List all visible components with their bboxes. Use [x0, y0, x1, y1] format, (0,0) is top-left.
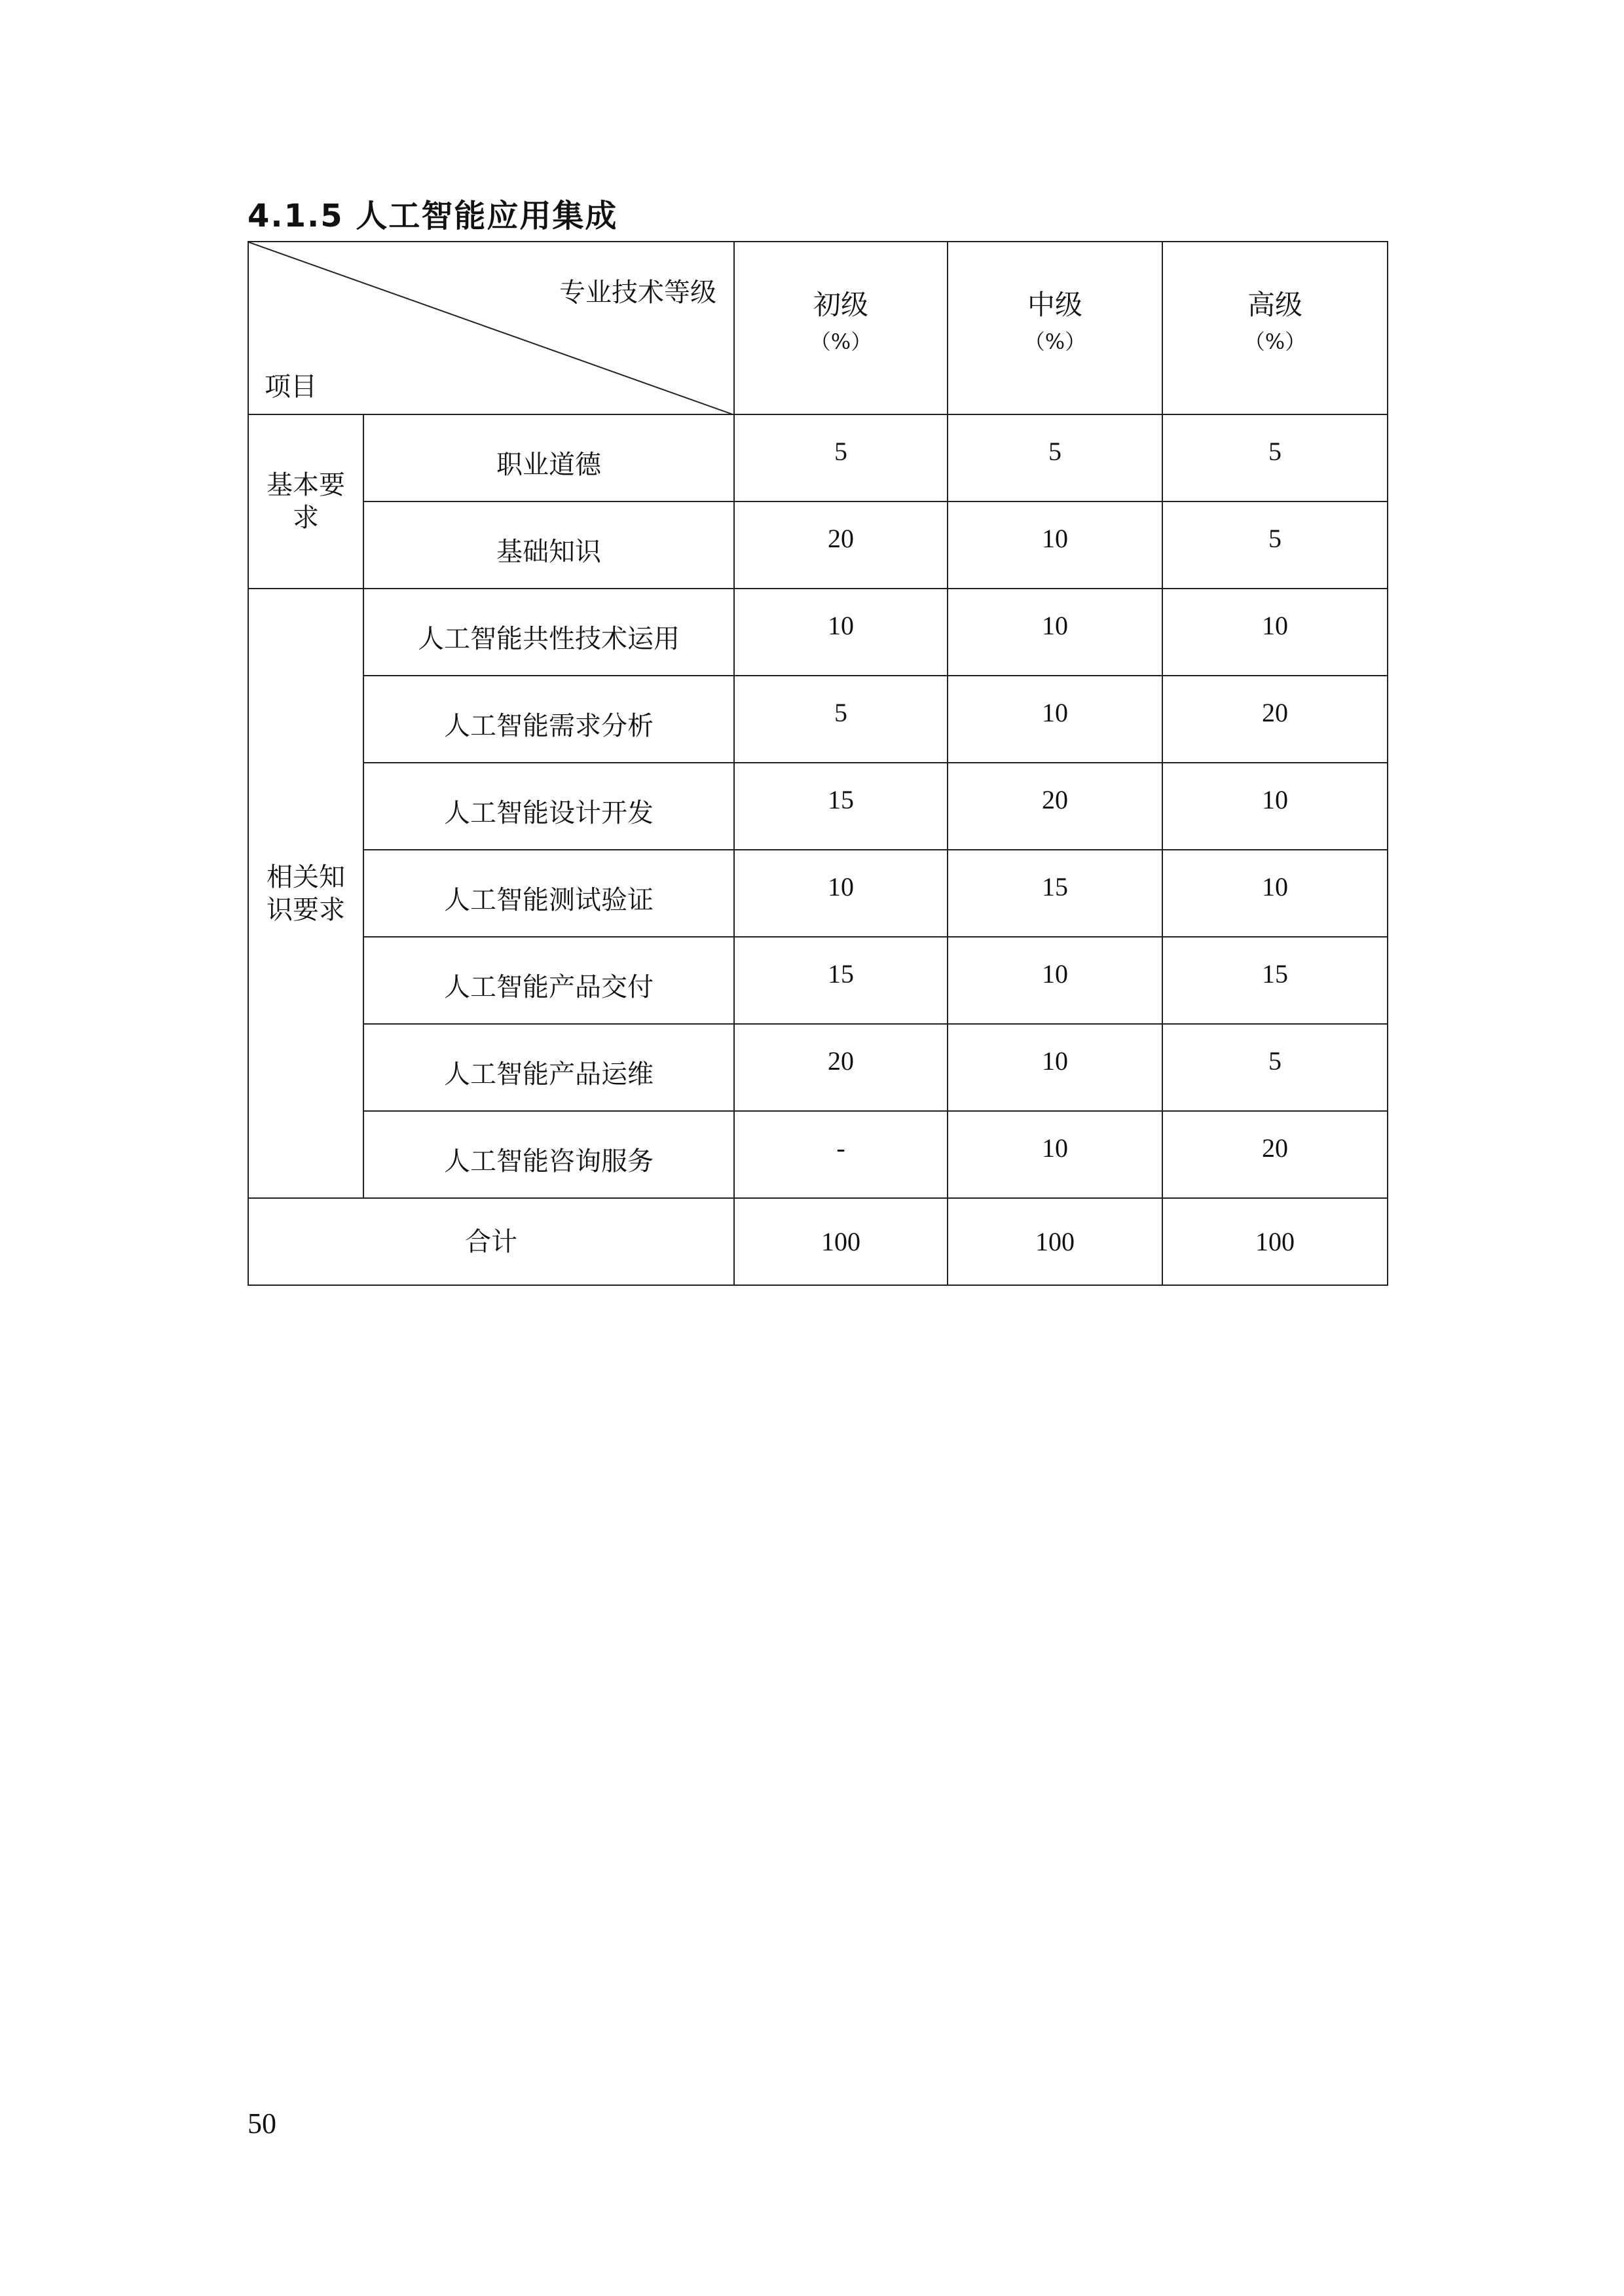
item-cell: 人工智能咨询服务 [363, 1111, 734, 1198]
table-row [248, 501, 1388, 589]
grade-unit: （%） [809, 329, 872, 354]
table-row [248, 589, 1388, 676]
grade-name: 中级 [1027, 289, 1082, 321]
header-grade-intermediate [948, 242, 1162, 414]
value-junior: 10 [734, 850, 948, 937]
value-intermediate: 5 [948, 414, 1162, 501]
item-cell: 人工智能设计开发 [363, 763, 734, 850]
value-senior: 20 [1162, 676, 1388, 763]
value-intermediate: 10 [948, 501, 1162, 589]
value-junior: 20 [734, 501, 948, 589]
item-cell: 人工智能需求分析 [363, 676, 734, 763]
item-cell: 基础知识 [363, 501, 734, 589]
value-senior: 5 [1162, 1024, 1388, 1111]
value-senior: 10 [1162, 850, 1388, 937]
value-intermediate: 10 [948, 937, 1162, 1024]
grade-unit: （%） [1024, 329, 1086, 354]
value-junior: 15 [734, 937, 948, 1024]
category-line: 识要求 [267, 894, 345, 925]
value-intermediate: 10 [948, 1024, 1162, 1111]
value-intermediate: 20 [948, 763, 1162, 850]
item-cell: 人工智能共性技术运用 [363, 589, 734, 676]
total-row [248, 1198, 1388, 1285]
value-junior: 5 [734, 676, 948, 763]
table-row [248, 1111, 1388, 1198]
category-line: 相关知 [267, 862, 345, 892]
total-intermediate: 100 [948, 1198, 1162, 1285]
value-intermediate: 10 [948, 676, 1162, 763]
value-junior: 10 [734, 589, 948, 676]
category-line: 求 [293, 503, 319, 533]
item-cell: 职业道德 [363, 414, 734, 501]
header-grade-label: 专业技术等级 [559, 278, 716, 308]
section-number: 4.1.5 [248, 198, 344, 234]
item-cell: 人工智能产品运维 [363, 1024, 734, 1111]
value-senior: 15 [1162, 937, 1388, 1024]
item-cell: 人工智能测试验证 [363, 850, 734, 937]
table-row [248, 414, 1388, 501]
table-row [248, 1024, 1388, 1111]
weight-table [248, 241, 1388, 1286]
value-intermediate: 15 [948, 850, 1162, 937]
grade-unit: （%） [1244, 329, 1306, 354]
table-row [248, 937, 1388, 1024]
category-cell-knowledge [248, 589, 363, 1198]
value-senior: 20 [1162, 1111, 1388, 1198]
diagonal-line [249, 242, 735, 415]
header-grade-senior [1162, 242, 1388, 414]
value-intermediate: 10 [948, 1111, 1162, 1198]
value-senior: 5 [1162, 501, 1388, 589]
total-junior: 100 [734, 1198, 948, 1285]
table-row [248, 676, 1388, 763]
value-junior: 5 [734, 414, 948, 501]
value-junior: 20 [734, 1024, 948, 1111]
total-label: 合计 [248, 1198, 734, 1285]
value-junior: 15 [734, 763, 948, 850]
category-cell-basic [248, 414, 363, 589]
diagonal-header-cell [248, 242, 734, 414]
value-intermediate: 10 [948, 589, 1162, 676]
table-row [248, 850, 1388, 937]
grade-name: 高级 [1247, 289, 1302, 321]
value-senior: 10 [1162, 763, 1388, 850]
header-row [248, 242, 1388, 414]
section-title [248, 196, 618, 236]
category-line: 基本要 [267, 470, 345, 500]
page-number: 50 [248, 2107, 276, 2140]
item-cell: 人工智能产品交付 [363, 937, 734, 1024]
header-item-label: 项目 [265, 372, 317, 402]
total-senior: 100 [1162, 1198, 1388, 1285]
section-title-text: 人工智能应用集成 [356, 198, 618, 234]
value-senior: 5 [1162, 414, 1388, 501]
table-row [248, 763, 1388, 850]
value-junior: - [734, 1111, 948, 1198]
header-grade-junior [734, 242, 948, 414]
value-senior: 10 [1162, 589, 1388, 676]
grade-name: 初级 [813, 289, 868, 321]
